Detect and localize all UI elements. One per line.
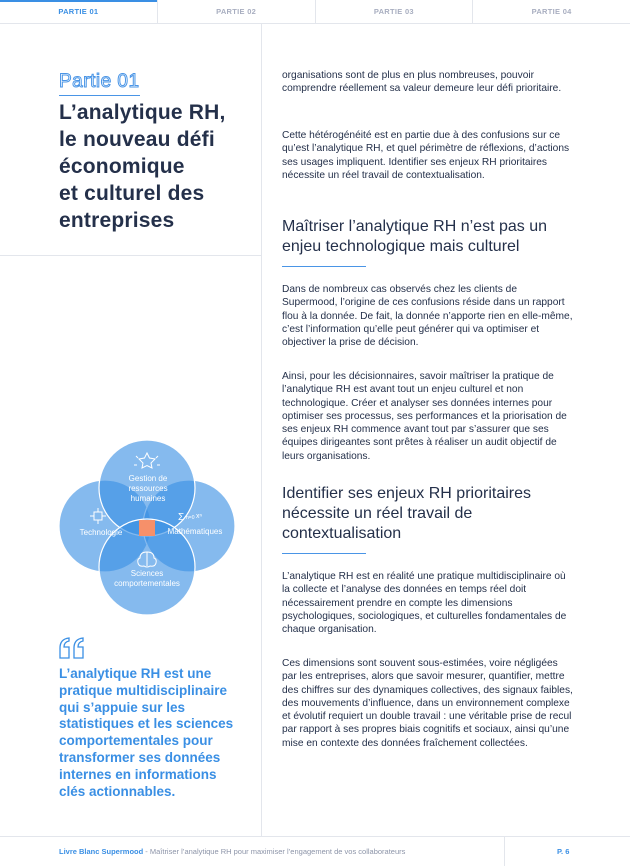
section-heading: Identifier ses enjeux RH prioritaires nécessite un réel travail de contextualisation — [282, 485, 531, 542]
part-tabs — [0, 0, 630, 24]
tab-partie-03[interactable]: PARTIE 03 — [316, 0, 474, 23]
tab-partie-04[interactable]: PARTIE 04 — [531, 7, 572, 16]
page-footer — [0, 836, 630, 866]
pull-quote: L’analytique RH est une pratique multidisciplinaire qui s’appuie sur les statistiques et les sciences comportementales pour transformer ses données internes en informations clés actionnables. — [59, 666, 234, 799]
title-line: économique — [59, 155, 185, 178]
venn-label-behavioral: Sciences comportementales — [114, 569, 180, 588]
paragraph: organisations sont de plus en plus nombreuses, pouvoir comprendre réellement sa valeur demeure leur défi prioritaire. — [282, 70, 562, 95]
title-line: le nouveau défi — [59, 128, 215, 151]
footer-text — [59, 847, 405, 856]
column-divider — [261, 24, 262, 836]
sigma-icon: Σ — [178, 512, 185, 523]
heading-underline — [282, 553, 366, 554]
title-line: L’analytique RH, — [59, 101, 226, 124]
tab-partie-02[interactable]: PARTIE 02 — [158, 0, 316, 23]
paragraph: Ces dimensions sont souvent sous-estimées, voire négligées par les entreprises, alors que savoir mesurer, quantifier, mettre des chiffres sur des dynamiques collectives, des signaux faibles, des mouvements d’influence, dans un environnement complexe et évolutif requiert un double travail : une véritable prise de recul par rapport à ses propres biais cognitifs et sociaux, ainsi qu’une mise en contexte des données fraîchement collectées. — [282, 658, 573, 749]
part-label: Partie 01 — [59, 71, 140, 96]
header-divider — [0, 255, 261, 256]
title-line: entreprises — [59, 209, 175, 232]
title-line: et culturel des — [59, 182, 205, 205]
footer-brand: Livre Blanc Supermood — [59, 847, 144, 856]
paragraph: Cette hétérogénéité est en partie due à des confusions sur ce qu’est l’analytique RH, et quel périmètre de réflexions, d’actions ses usages impliquent. Identifier ses enjeux RH prioritaires nécessite un réel travail de contextualisation. — [282, 130, 570, 181]
venn-label-tech: Technologie — [79, 528, 123, 537]
paragraph: L’analytique RH est en réalité une pratique multidisciplinaire où la collecte et l’analyse des données en temps réel doit nécessairement prendre en compte les dimensions psychologiques, sociologiques, et culturelles fondamentales de chaque organisation. — [282, 571, 567, 636]
svg-text:n=0: n=0 — [186, 515, 195, 521]
page-number: P. 6 — [557, 847, 570, 856]
page-title — [59, 99, 249, 234]
paragraph: Ainsi, pour les décisionnaires, savoir maîtriser la pratique de l’analytique RH est avant tout un enjeu culturel et non technologique. Créer et analyser ses données internes pour optimiser ses processus, ses performances et la priorisation de ses enjeux RH commence avant tout par s’assurer que ses équipes dirigeantes sont prêtes à réaliser un audit objectif de leurs organisations. — [282, 371, 567, 462]
footer-subtitle: - Maîtriser l’analytique RH pour maximiser l’engagement de vos collaborateurs — [143, 847, 406, 856]
venn-label-hr: Gestion de ressources humaines — [128, 474, 168, 503]
quote-icon — [58, 636, 86, 660]
venn-label-math: Mathématiques — [167, 527, 223, 536]
venn-diagram — [58, 438, 238, 618]
footer-divider — [504, 837, 505, 866]
paragraph: Dans de nombreux cas observés chez les clients de Supermood, l’origine de ces confusions réside dans un rapport flou à la donnée. De fait, la donnée n’apporte rien en elle-même, c’est l’information qu’elle peut générer qui va optimiser et objectiver la prise de décision. — [282, 284, 573, 349]
tab-partie-01[interactable]: PARTIE 01 — [0, 0, 158, 23]
svg-text:xⁿ: xⁿ — [196, 513, 203, 520]
heading-underline — [282, 266, 366, 267]
venn-center-square — [139, 520, 155, 536]
section-heading: Maîtriser l’analytique RH n’est pas un enjeu technologique mais culturel — [282, 218, 548, 255]
